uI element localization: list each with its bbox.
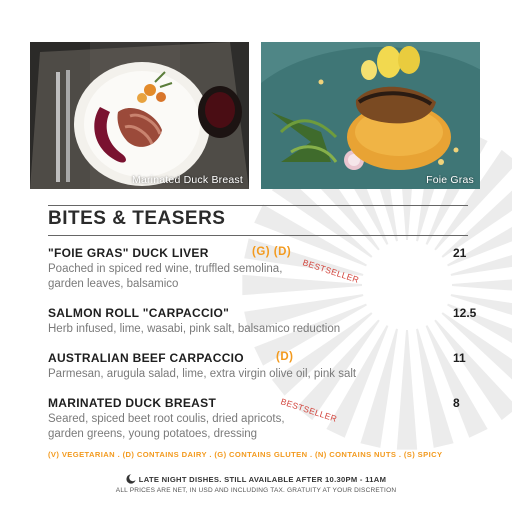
item-price: 21 [453, 246, 467, 260]
divider-bottom [48, 235, 468, 236]
item-tags: (D) [276, 351, 294, 363]
item-description-line: garden leaves, balsamico [48, 278, 179, 290]
item-tags: (G) (D) [252, 246, 292, 258]
menu-item [48, 246, 488, 292]
bestseller-badge: BESTSELLER [301, 257, 361, 285]
menu-item [48, 306, 488, 337]
foie-gras-caption: Foie Gras [426, 174, 474, 186]
item-description-line: Poached in spiced red wine, truffled semolina, [48, 263, 283, 275]
divider-top [48, 205, 468, 206]
section-title: BITES & TEASERS [48, 208, 226, 229]
item-name: AUSTRALIAN BEEF CARPACCIO [48, 351, 244, 365]
item-name: SALMON ROLL "CARPACCIO" [48, 306, 230, 320]
duck-breast-caption: Marinated Duck Breast [132, 174, 243, 186]
item-price: 11 [453, 351, 466, 365]
duck-breast-photo [30, 42, 249, 189]
item-description-line: Herb infused, lime, wasabi, pink salt, balsamico reduction [48, 323, 341, 335]
item-name: "FOIE GRAS" DUCK LIVER [48, 246, 209, 260]
menu-item [48, 351, 488, 382]
moon-icon [126, 474, 136, 484]
menu-item [48, 396, 488, 442]
dietary-legend: (V) VEGETARIAN . (D) CONTAINS DAIRY . (G) CONTAINS GLUTEN . (N) CONTAINS NUTS . (S) SPICY [48, 450, 443, 459]
late-night-text: LATE NIGHT DISHES. STILL AVAILABLE AFTER 10.30PM - 11AM [138, 475, 387, 484]
item-price: 12.5 [453, 306, 477, 320]
foie-gras-photo [261, 42, 480, 189]
item-description [48, 322, 488, 337]
bestseller-badge: BESTSELLER [279, 396, 339, 424]
item-description [48, 412, 488, 442]
item-name: MARINATED DUCK BREAST [48, 396, 217, 410]
item-description-line: Seared, spiced beet root coulis, dried apricots, [48, 413, 285, 425]
item-description [48, 262, 488, 292]
item-description-line: garden greens, young potatoes, dressing [48, 428, 258, 440]
item-price: 8 [453, 396, 460, 410]
price-note: ALL PRICES ARE NET, IN USD AND INCLUDING TAX. GRATUITY AT YOUR DISCRETION [115, 487, 397, 494]
item-description [48, 367, 488, 382]
item-description-line: Parmesan, arugula salad, lime, extra virgin olive oil, pink salt [48, 368, 357, 380]
late-night-notice [0, 474, 512, 484]
